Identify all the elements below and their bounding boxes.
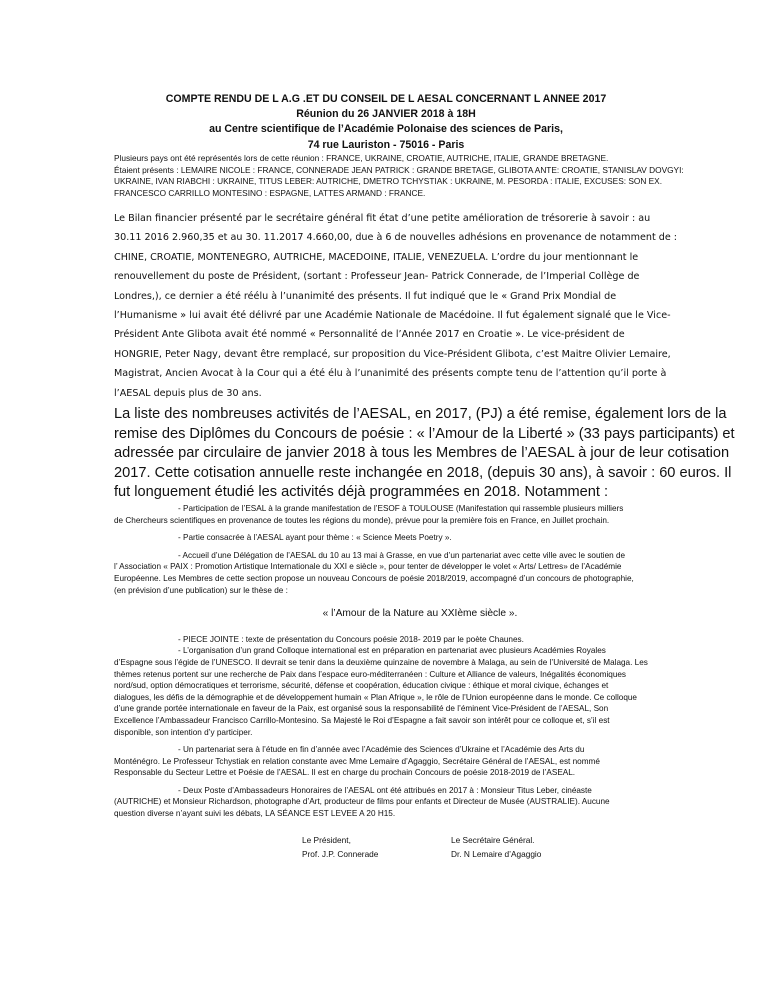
report-line: Le Bilan financier présenté par le secrétaire général fit état d’une petite amélioration de trésorerie à savoir : au bbox=[114, 213, 651, 224]
activity-line: - Deux Poste d’Ambassadeurs Honoraires de l’AESAL ont été attribués en 2017 à : Monsieur Titus Leber, cinéaste bbox=[178, 785, 592, 795]
financial-report-paragraph bbox=[114, 209, 724, 403]
attendance-line: FRANCESCO CARRILLO MONTESINO : ESPAGNE, LATTES ARMAND : FRANCE. bbox=[114, 187, 426, 198]
meeting-date: Réunion du 26 JANVIER 2018 à 18H bbox=[296, 108, 476, 121]
attendance-line: Plusieurs pays ont été représentés lors de cette réunion : FRANCE, UKRAINE, CROATIE, AUTRICHE, ITALIE, GRANDE BRETAGNE. bbox=[114, 153, 609, 163]
meeting-address: 74 rue Lauriston - 75016 - Paris bbox=[307, 138, 465, 151]
activity-line: Excellence l’Ambassadeur Francisco Carrillo-Montesino. Sa Majesté le Roi d’Espagne a fait savoir son intérêt pour ce colloque et, s’il est bbox=[114, 715, 610, 725]
activity-line: - PIECE JOINTE : texte de présentation du Concours poésie 2018- 2019 par le poète Chaunes. bbox=[178, 634, 524, 644]
activity-line: l’ Association « PAIX : Promotion Artistique Internationale du XXI e siècle », pour tenter de développer le volet « Arts/ Lettres» de l’Académie bbox=[114, 562, 622, 572]
president-signature-block bbox=[302, 833, 378, 861]
report-line: l’Humanisme » lui avait été délivré par une Académie Nationale de Macédoine. Il fut également signalé que le Vice- bbox=[114, 310, 671, 322]
activity-line: d’Espagne sous l’égide de l’UNESCO. Il devrait se tenir dans la deuxième quinzaine de novembre à Malaga, au sein de l’Université de Malaga. Les bbox=[114, 657, 648, 667]
contest-theme-quote: « l’Amour de la Nature au XXIème siècle ». bbox=[322, 608, 518, 620]
activity-line: de Chercheurs scientifiques en provenance de toutes les régions du monde), prévue pour la première fois en France, en Juillet prochain. bbox=[114, 515, 610, 525]
activity-item-esof bbox=[114, 503, 726, 526]
summary-line: adressée par circulaire de janvier 2018 à tous les Membres de l’AESAL à jour de leur cotisation bbox=[114, 445, 730, 461]
report-line: l’AESAL depuis plus de 30 ans. bbox=[114, 387, 262, 399]
activity-line: - L’organisation d’un grand Colloque international est en préparation en partenariat avec plusieurs Académies Royales bbox=[178, 646, 606, 656]
activity-line: Monténégro. Le Professeur Tchystiak en relation constante avec Mme Lemaire d’Agaggio, Secrétaire Général de l’AESAL, est nommé bbox=[114, 756, 600, 766]
report-line: Londres,), ce dernier a été réélu à l’unanimité des présents. Il fut indiqué que le « Grand Prix Mondial de bbox=[114, 290, 617, 302]
report-line: HONGRIE, Peter Nagy, devant être remplacé, sur proposition du Vice-Président Glibota, c’est Maitre Olivier Lemaire, bbox=[114, 348, 671, 360]
document-header bbox=[0, 92, 772, 153]
meeting-venue: au Centre scientifique de l’Académie Polonaise des sciences de Paris, bbox=[209, 123, 563, 136]
activity-line: - Un partenariat sera à l’étude en fin d’année avec l’Académie des Sciences d’Ukraine et l’Académie des Arts du bbox=[178, 745, 585, 755]
activity-line: (AUTRICHE) et Monsieur Richardson, photographe d’Art, producteur de films pour enfants et Directeur de Musée (AUSTRALIE). Aucune bbox=[114, 797, 610, 807]
summary-line: remise des Diplômes du Concours de poésie : « l’Amour de la Liberté » (33 pays participants) et bbox=[114, 425, 735, 442]
activity-item-colloquium bbox=[114, 645, 726, 738]
activity-line: - Participation de l’ESAL à la grande manifestation de l’ESOF à TOULOUSE (Manifestation qui rassemble plusieurs milliers bbox=[178, 504, 624, 513]
president-name: Prof. J.P. Connerade bbox=[302, 849, 379, 859]
activity-line: disponible, son intention d’y participer. bbox=[114, 727, 253, 737]
president-title: Le Président, bbox=[302, 835, 351, 845]
attendance-line: UKRAINE, IVAN RIABCHI : UKRAINE, TITUS LEBER: AUTRICHE, DMETRO TCHYSTIAK : UKRAINE, M. PESORDA : ITALIE, EXCUSES: SON EX. bbox=[114, 176, 663, 187]
activity-line: Responsable du Secteur Lettre et Poésie de l’AESAL. Il est en charge du prochain Concours de poésie 2018-2019 de l’ASEAL. bbox=[114, 768, 576, 778]
summary-line: 2017. Cette cotisation annuelle reste inchangée en 2018, (depuis 30 ans), à savoir : 60 euros. Il bbox=[114, 464, 732, 481]
secretary-title: Le Secrétaire Général. bbox=[451, 835, 535, 845]
activity-item-science-poetry bbox=[114, 532, 726, 544]
attendance-paragraph bbox=[114, 153, 724, 199]
activity-line: d’une grande portée internationale en faveur de la Paix, est organisé sous la responsabilité de l’éminent Vice-Président de l’AESAL, Son bbox=[114, 704, 609, 714]
activity-line: question diverse n’ayant suivi les débats, LA SÉANCE EST LEVEE A 20 H15. bbox=[114, 809, 396, 819]
report-line: Président Ante Glibota avait été nommé « Personnalité de l’Année 2017 en Croatie ». Le vice-président de bbox=[114, 329, 625, 341]
activity-line: nord/sud, option démocratiques et terrorisme, sécurité, défense et coopération, éducation civique : éthique et moral civique, échanges et bbox=[114, 681, 609, 691]
document-title: COMPTE RENDU DE L A.G .ET DU CONSEIL DE L AESAL CONCERNANT L ANNEE 2017 bbox=[165, 93, 607, 105]
activity-line: (en prévision d’une publication) sur le thèse de : bbox=[114, 585, 288, 595]
activity-item-ambassadors bbox=[114, 785, 726, 820]
attendance-line: Étaient présents : LEMAIRE NICOLE : FRANCE, CONNERADE JEAN PATRICK : GRANDE BRETAGE, GLIBOTA ANTE: CROATIE, STANISLAV DOVGYI: bbox=[114, 164, 684, 175]
activity-item-attachment bbox=[114, 634, 726, 646]
activity-line: - Accueil d’une Délégation de l’AESAL du 10 au 13 mai à Grasse, en vue d’un partenariat avec cette ville avec le soutien de bbox=[178, 550, 626, 560]
secretary-signature-block bbox=[451, 833, 541, 861]
report-line: CHINE, CROATIE, MONTENEGRO, AUTRICHE, MACEDOINE, ITALIE, VENEZUELA. L’ordre du jour mentionnant le bbox=[114, 251, 639, 263]
report-line: renouvellement du poste de Président, (sortant : Professeur Jean- Patrick Connerade, de l’Imperial Collège de bbox=[114, 271, 640, 283]
activities-summary-paragraph bbox=[114, 405, 734, 503]
activity-line: - Partie consacrée à l’AESAL ayant pour thème : « Science Meets Poetry ». bbox=[178, 533, 452, 543]
secretary-name: Dr. N Lemaire d’Agaggio bbox=[451, 849, 542, 859]
summary-line: La liste des nombreuses activités de l’AESAL, en 2017, (PJ) a été remise, également lors de la bbox=[114, 406, 727, 422]
activity-line: Européenne. Les Membres de cette section propose un nouveau Concours de poésie 2018/2019, accompagné d’un concours de photographie, bbox=[114, 573, 634, 583]
activity-line: thèmes retenus portent sur une recherche de Paix dans l’espace euro-méditerranéen : Culture et Alliance de valeurs, Inégalités économiques bbox=[114, 669, 627, 679]
summary-line: fut longuement étudié les activités déjà programmées en 2018. Notamment : bbox=[114, 484, 609, 500]
report-line: Magistrat, Ancien Avocat à la Cour qui a été élu à l’unanimité des présents compte tenu de l’attention qu’il porte à bbox=[114, 368, 667, 380]
activity-item-grasse bbox=[114, 550, 726, 596]
activities-list bbox=[114, 503, 726, 820]
activity-line: dialogues, les défis de la démographie et de développement humain « Plan Afrique », le rôle de l’Union européenne dans le monde. Ce colloque bbox=[114, 692, 637, 702]
activity-item-partnership bbox=[114, 744, 726, 779]
report-line: 30.11 2016 2.960,35 et au 30. 11.2017 4.660,00, due à 6 de nouvelles adhésions en provenance de notamment de : bbox=[114, 232, 678, 244]
